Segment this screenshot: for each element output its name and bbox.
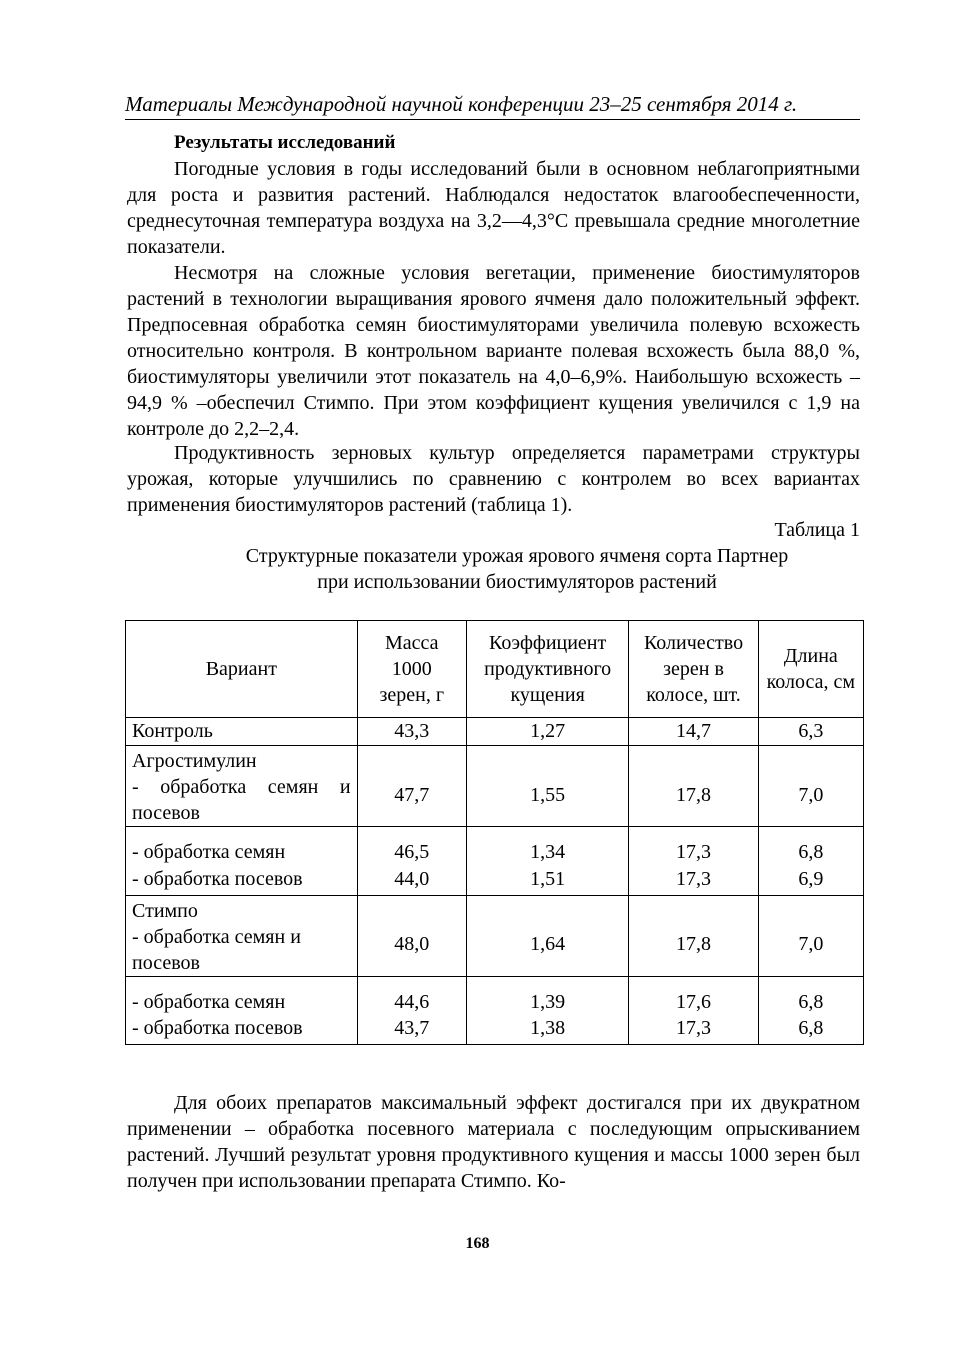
column-header: Коэффициент продуктивного кущения [466,621,628,718]
value-cell: 46,5 [357,827,466,865]
variant-label: посевов [132,802,200,824]
value-cell: 17,6 [629,976,758,1014]
column-header: Количество зерен в колосе, шт. [629,621,758,718]
variant-cell [126,746,358,827]
value-cell: 6,8 [758,1014,863,1045]
table-row [126,827,864,865]
value-cell: 6,3 [758,718,863,746]
value-cell: 48,0 [357,895,466,976]
variant-cell: - обработка посевов [126,1014,358,1045]
variant-cell: Контроль [126,718,358,746]
table-row [126,1014,864,1045]
value-cell: 6,8 [758,827,863,865]
section-title: Результаты исследований [174,132,396,153]
value-cell: 17,3 [629,827,758,865]
table-caption-line-2: при использовании биостимуляторов растений [317,571,717,593]
value-cell: 1,27 [466,718,628,746]
variant-label: - обработка семян и [132,925,301,948]
results-table [125,620,864,1045]
column-header: Масса 1000 зерен, г [357,621,466,718]
table-row [126,976,864,1014]
value-cell: 44,0 [357,864,466,895]
table-label: Таблица 1 [774,519,860,541]
value-cell: 1,51 [466,864,628,895]
value-cell: 7,0 [758,895,863,976]
paragraph-3: Продуктивность зерновых культур определяется параметрами структуры урожая, которые улучшились по сравнению с контролем во всех вариантах применения биостимуляторов растений (таблица 1). [127,442,860,516]
value-cell: 1,38 [466,1014,628,1045]
value-cell: 17,8 [629,895,758,976]
paragraph-2: Несмотря на сложные условия вегетации, применение биостимуляторов растений в технологии выращивания ярового ячменя дало положительный эффект. Предпосевная обработка семян биостимуляторами увеличила полевую всхожесть относительно контроля. В контрольном варианте полевая всхожесть была 88,0 %, биостимуляторы увеличили этот показатель на 4,0–6,9%. Наибольшую всхожесть – 94,9 % –обеспечил Стимпо. При этом коэффициент кущения увеличился с 1,9 на контроле до 2,2–2,4. [127,262,860,440]
group-name: Стимпо [132,899,198,922]
column-header: Длина колоса, см [758,621,863,718]
table-header-row [126,621,864,718]
value-cell: 6,9 [758,864,863,895]
paragraph-4: Для обоих препаратов максимальный эффект достигался при их двукратном применении – обработка посевного материала с последующим опрыскиванием растений. Лучший результат уровня продуктивного кущения и массы 1000 зерен был получен при использовании препарата Стимпо. Ко- [127,1092,860,1192]
table-row [126,864,864,895]
value-cell: 17,8 [629,746,758,827]
value-cell: 1,64 [466,895,628,976]
variant-label: посевов [132,951,200,974]
paragraph-1: Погодные условия в годы исследований были в основном неблагоприятными для роста и развития растений. Наблюдался недостаток влагообеспеченности, среднесуточная температура воздуха на 3,2—4,3°С превышала средние многолетние показатели. [127,158,860,258]
table-row [126,895,864,976]
value-cell: 44,6 [357,976,466,1014]
value-cell: 6,8 [758,976,863,1014]
value-cell: 43,3 [357,718,466,746]
running-header: Материалы Международной научной конференции 23–25 сентября 2014 г. [125,92,860,120]
value-cell: 1,55 [466,746,628,827]
table-caption [127,543,907,595]
value-cell: 1,39 [466,976,628,1014]
value-cell: 1,34 [466,827,628,865]
value-cell: 7,0 [758,746,863,827]
variant-cell: - обработка семян [126,976,358,1014]
column-header: Вариант [126,621,358,718]
value-cell: 17,3 [629,1014,758,1045]
page-number: 168 [465,1235,490,1252]
variant-cell: - обработка посевов [126,864,358,895]
table-row [126,746,864,827]
group-name: Агростимулин [132,750,257,772]
value-cell: 47,7 [357,746,466,827]
value-cell: 43,7 [357,1014,466,1045]
value-cell: 14,7 [629,718,758,746]
table-caption-line-1: Структурные показатели урожая ярового ячменя сорта Партнер [245,545,789,567]
value-cell: 17,3 [629,864,758,895]
table-row [126,718,864,746]
variant-cell [126,895,358,976]
variant-label: - обработка семян и [132,776,351,798]
variant-cell: - обработка семян [126,827,358,865]
